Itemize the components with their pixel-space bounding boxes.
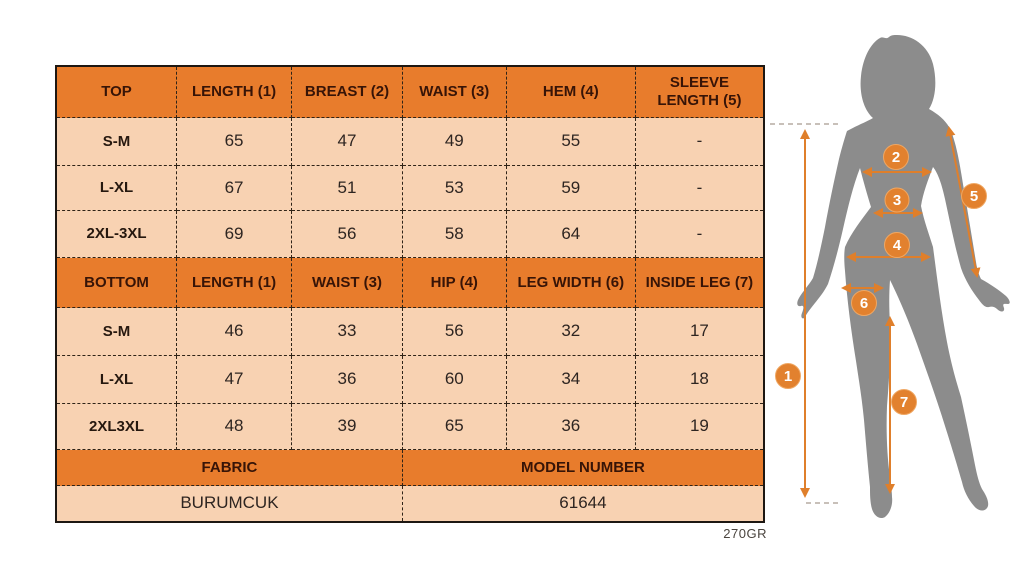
size-row-label: 2XL-3XL xyxy=(57,211,177,258)
marker-circle-4 xyxy=(885,233,910,258)
size-row-label: S-M xyxy=(57,118,177,166)
female-silhouette xyxy=(797,35,1009,518)
size-value: 47 xyxy=(177,356,292,404)
weight-footnote: 270GR xyxy=(723,526,767,541)
size-value: - xyxy=(636,118,763,166)
size-value: 32 xyxy=(507,308,636,356)
marker-label-2: 2 xyxy=(891,149,901,166)
size-value: 33 xyxy=(292,308,403,356)
size-value: 51 xyxy=(292,166,403,211)
marker-label-3: 3 xyxy=(892,192,902,209)
size-value: - xyxy=(636,166,763,211)
size-value: 34 xyxy=(507,356,636,404)
size-value: 53 xyxy=(403,166,507,211)
marker-circle-5 xyxy=(962,184,987,209)
size-row-label: L-XL xyxy=(57,356,177,404)
top-header-sleeve-length: SLEEVE LENGTH (5) xyxy=(636,67,763,118)
size-value: 18 xyxy=(636,356,763,404)
top-header-length: LENGTH (1) xyxy=(177,67,292,118)
size-value: 47 xyxy=(292,118,403,166)
marker-label-4: 4 xyxy=(892,237,902,254)
size-value: 65 xyxy=(403,404,507,450)
bottom-header-leg-width: LEG WIDTH (6) xyxy=(507,258,636,308)
fabric-header: FABRIC xyxy=(57,450,403,486)
size-value: 58 xyxy=(403,211,507,258)
bottom-header-hip: HIP (4) xyxy=(403,258,507,308)
fabric-value: BURUMCUK xyxy=(57,486,403,521)
size-value: 17 xyxy=(636,308,763,356)
size-row-label: 2XL3XL xyxy=(57,404,177,450)
bottom-header-length: LENGTH (1) xyxy=(177,258,292,308)
size-value: 59 xyxy=(507,166,636,211)
size-value: 56 xyxy=(403,308,507,356)
size-value: 64 xyxy=(507,211,636,258)
size-row-label: L-XL xyxy=(57,166,177,211)
size-value: 67 xyxy=(177,166,292,211)
marker-circle-7 xyxy=(892,390,917,415)
size-value: 39 xyxy=(292,404,403,450)
top-header-waist: WAIST (3) xyxy=(403,67,507,118)
marker-label-5: 5 xyxy=(969,188,979,205)
top-header-breast: BREAST (2) xyxy=(292,67,403,118)
model-number-value: 61644 xyxy=(559,493,607,513)
size-row-label: S-M xyxy=(57,308,177,356)
marker-label-6: 6 xyxy=(859,295,869,312)
size-value: 48 xyxy=(177,404,292,450)
size-value: 60 xyxy=(403,356,507,404)
bottom-header-waist: WAIST (3) xyxy=(292,258,403,308)
size-value: 56 xyxy=(292,211,403,258)
size-value: 19 xyxy=(636,404,763,450)
marker-circle-1 xyxy=(776,364,801,389)
size-value: 36 xyxy=(292,356,403,404)
model-number-header: MODEL NUMBER xyxy=(403,450,763,486)
marker-circle-3 xyxy=(885,188,909,212)
size-value: 55 xyxy=(507,118,636,166)
marker-label-1: 1 xyxy=(783,368,793,385)
size-value: 49 xyxy=(403,118,507,166)
marker-circle-6 xyxy=(852,291,877,316)
size-value: - xyxy=(636,211,763,258)
size-value: 65 xyxy=(177,118,292,166)
top-header-top: TOP xyxy=(57,67,177,118)
size-value: 36 xyxy=(507,404,636,450)
size-value: 46 xyxy=(177,308,292,356)
marker-label-7: 7 xyxy=(899,394,909,411)
marker-circle-2 xyxy=(884,145,909,170)
bottom-header-bottom: BOTTOM xyxy=(57,258,177,308)
bottom-header-inside-leg: INSIDE LEG (7) xyxy=(636,258,763,308)
size-value: 69 xyxy=(177,211,292,258)
top-header-hem: HEM (4) xyxy=(507,67,636,118)
